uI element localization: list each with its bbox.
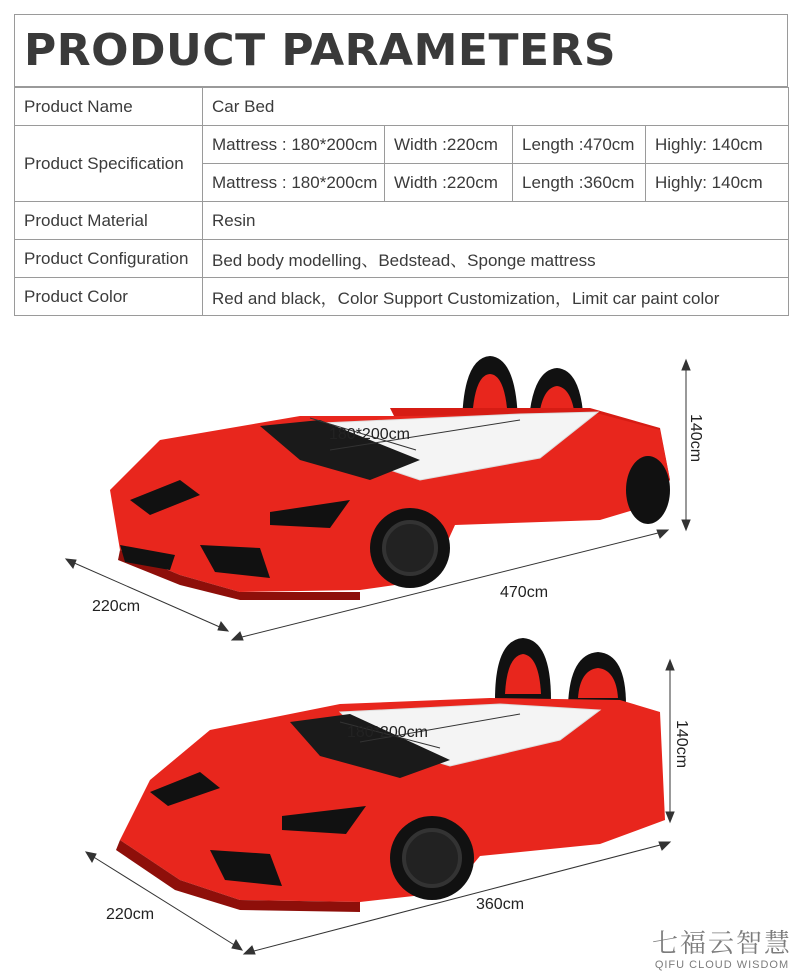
product-name-value: Car Bed <box>203 88 789 126</box>
mattress-dimension-label: 180*200cm <box>329 426 410 443</box>
table-row <box>15 240 789 278</box>
watermark-en: QIFU CLOUD WISDOM <box>654 959 790 971</box>
car-bed-figure-360 <box>0 630 800 970</box>
spec-mattress: Mattress : 180*200cm <box>203 126 385 164</box>
height-dimension-label: 140cm <box>687 414 704 463</box>
product-color-label: Product Color <box>15 278 203 316</box>
table-row <box>15 126 789 164</box>
title-box <box>14 14 788 87</box>
spec-length: Length :360cm <box>513 164 646 202</box>
spec-height: Highly: 140cm <box>646 126 789 164</box>
mattress-dimension-label: 180*200cm <box>347 724 428 741</box>
product-configuration-label: Product Configuration <box>15 240 203 278</box>
spec-width: Width :220cm <box>385 164 513 202</box>
product-color-value: Red and black，Color Support Customization，Limit car paint color <box>203 278 789 316</box>
table-row <box>15 88 789 126</box>
parameters-table <box>14 87 789 316</box>
car-bed-figure-470 <box>0 330 800 650</box>
length-dimension-label: 470cm <box>500 584 549 601</box>
product-configuration-value: Bed body modelling、Bedstead、Sponge mattress <box>203 240 789 278</box>
length-dimension-label: 360cm <box>476 896 525 913</box>
table-row <box>15 202 789 240</box>
spec-mattress: Mattress : 180*200cm <box>203 164 385 202</box>
width-dimension-label: 220cm <box>92 598 141 615</box>
height-dimension-label: 140cm <box>673 720 690 769</box>
width-dimension-label: 220cm <box>106 906 155 923</box>
product-material-value: Resin <box>203 202 789 240</box>
product-material-label: Product Material <box>15 202 203 240</box>
car-bed-body <box>116 638 665 912</box>
product-name-label: Product Name <box>15 88 203 126</box>
car-bed-body <box>110 356 670 600</box>
spec-width: Width :220cm <box>385 126 513 164</box>
table-row <box>15 278 789 316</box>
product-specification-label: Product Specification <box>15 126 203 202</box>
watermark-cn: 七福云智慧 <box>651 928 792 958</box>
page-title: PRODUCT PARAMETERS <box>24 25 617 76</box>
spec-length: Length :470cm <box>513 126 646 164</box>
watermark-logo <box>652 928 792 972</box>
spec-height: Highly: 140cm <box>646 164 789 202</box>
